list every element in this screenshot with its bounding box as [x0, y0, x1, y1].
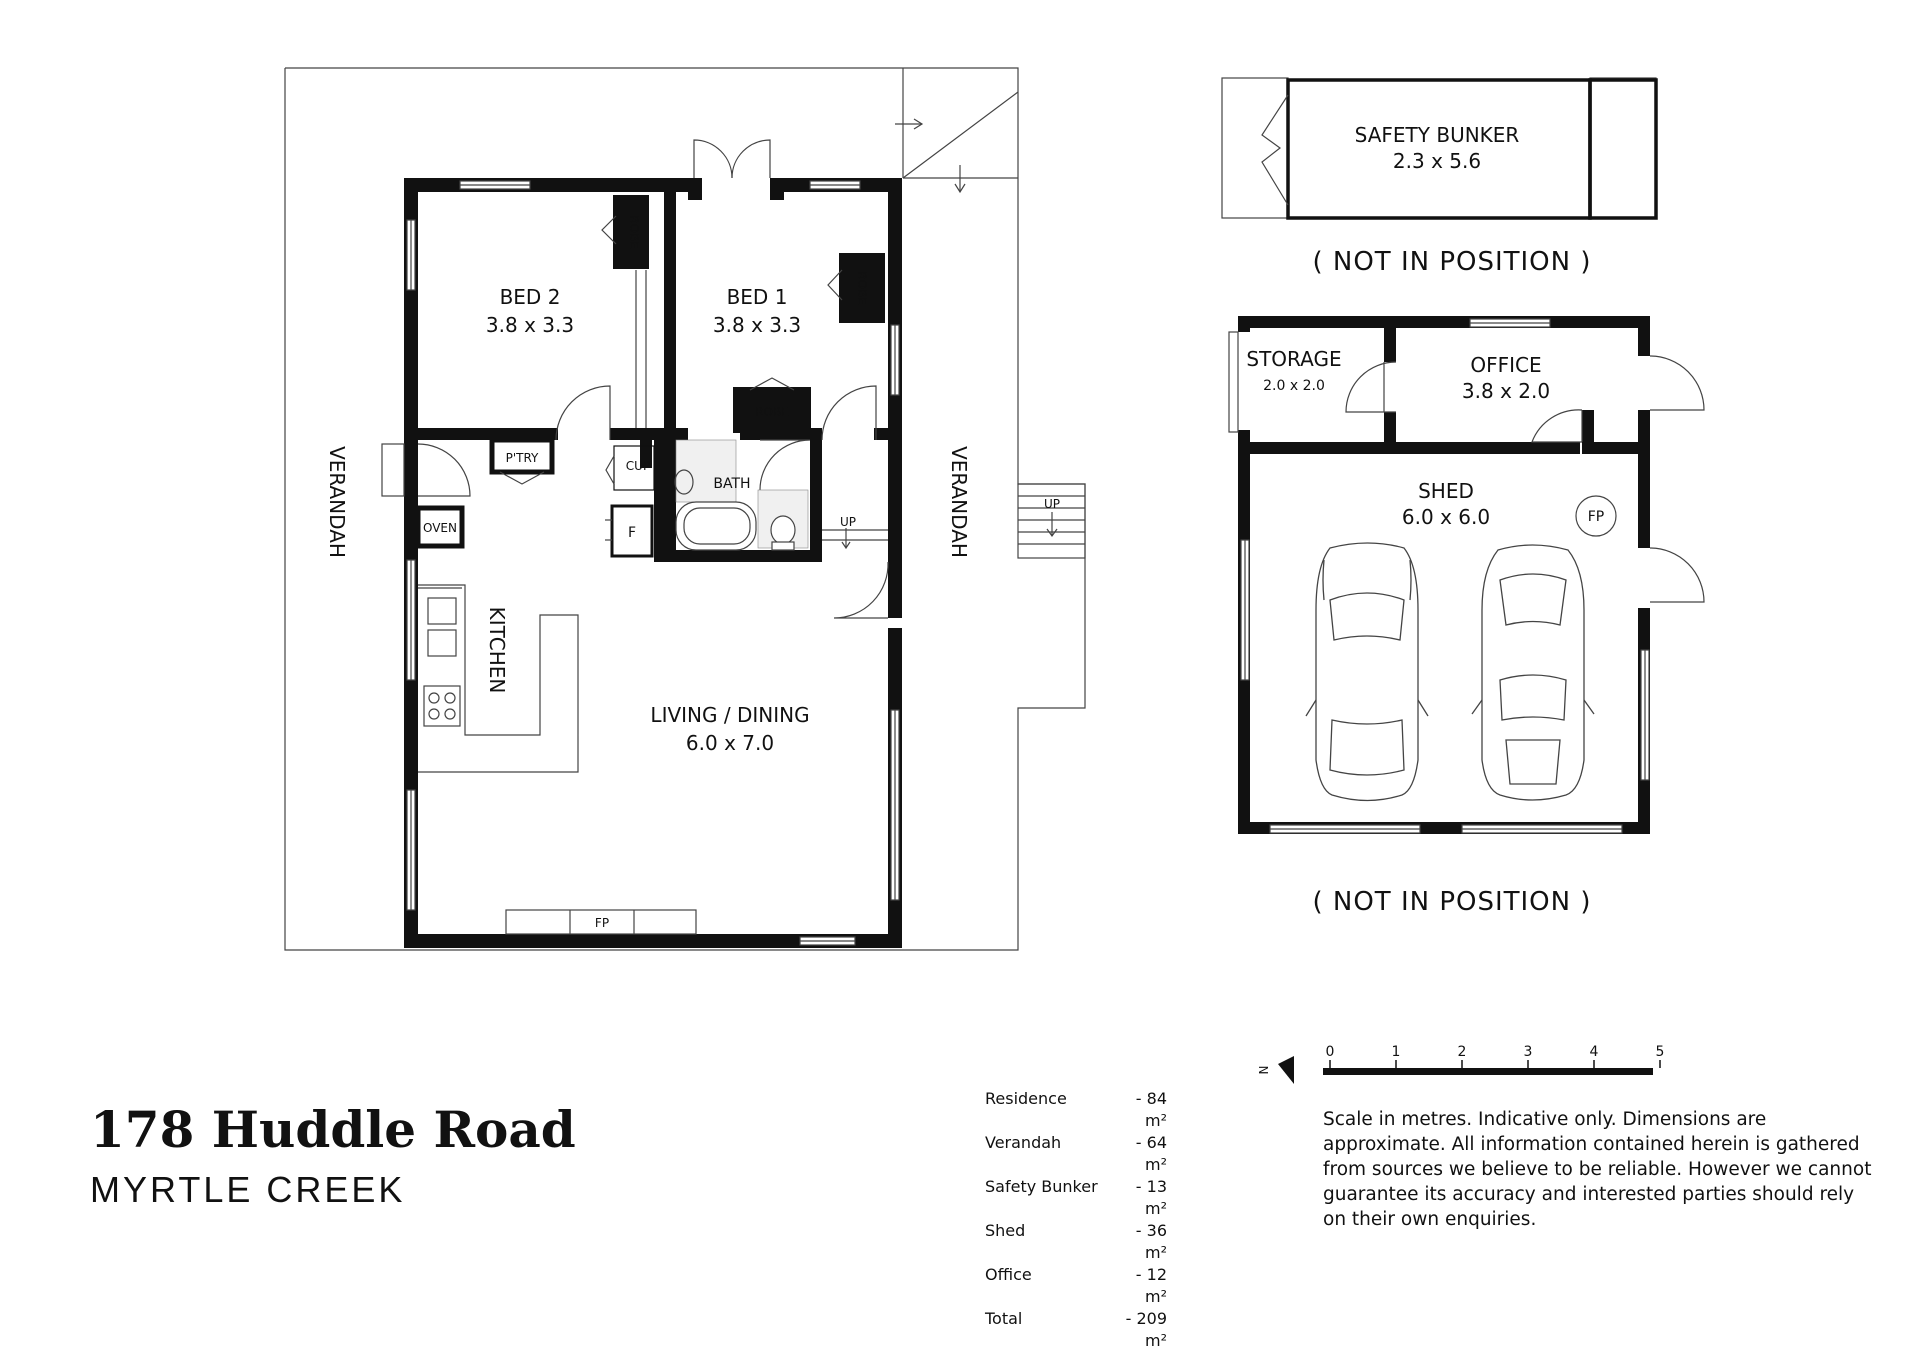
- address-street: 178 Huddle Road: [90, 1100, 576, 1159]
- area-row: [985, 1264, 1167, 1308]
- robe-label-bed1-bottom: ROBE: [755, 405, 789, 419]
- office-name: OFFICE: [1470, 353, 1542, 377]
- bath-fixtures: [675, 440, 808, 550]
- fireplace-label: FP: [594, 916, 610, 930]
- area-row: [985, 1088, 1167, 1132]
- area-row: [985, 1220, 1167, 1264]
- verandah-label-right: VERANDAH: [947, 446, 971, 558]
- fridge-label: F: [627, 525, 637, 541]
- area-label: Shed: [985, 1221, 1026, 1240]
- scale-tick-label: 3: [1523, 1044, 1533, 1060]
- car-right-icon: [1472, 545, 1594, 800]
- area-label: Total: [985, 1309, 1023, 1328]
- bunker-not-in-position: ( NOT IN POSITION ): [1312, 247, 1592, 277]
- area-label: Office: [985, 1265, 1032, 1284]
- up-label-steps: UP: [1043, 497, 1061, 511]
- bed2-name: BED 2: [499, 285, 561, 309]
- area-value: - 36 m²: [1135, 1221, 1167, 1262]
- area-row: [985, 1176, 1167, 1220]
- office-size: 3.8 x 2.0: [1461, 379, 1551, 403]
- bed1-name: BED 1: [726, 285, 788, 309]
- wall-top-left: [404, 178, 694, 192]
- area-label: Verandah: [985, 1133, 1062, 1152]
- safety-bunker: [1222, 78, 1656, 277]
- residence-plan: [285, 68, 1085, 950]
- bed2-size: 3.8 x 3.3: [485, 313, 575, 337]
- area-value: - 12 m²: [1135, 1265, 1167, 1306]
- area-schedule: [985, 1088, 1167, 1352]
- area-value: - 13 m²: [1135, 1177, 1167, 1218]
- up-label-hall: UP: [839, 515, 857, 529]
- scale-ticks: [1326, 1044, 1665, 1068]
- wall-right: [888, 178, 902, 618]
- oven-label: OVEN: [422, 521, 458, 535]
- area-value: - 84 m²: [1135, 1089, 1167, 1130]
- kitchen-label: KITCHEN: [485, 606, 509, 694]
- shed-name: SHED: [1418, 479, 1474, 503]
- area-label: Safety Bunker: [985, 1177, 1098, 1196]
- shed-not-in-position: ( NOT IN POSITION ): [1312, 887, 1592, 917]
- disclaimer-text: Scale in metres. Indicative only. Dimensions are approximate. All information contained herein is gathered from sources we believe to be reliable. However we cannot guarantee its accuracy and interested parties should rely on their own enquiries.: [1323, 1109, 1872, 1230]
- car-left-icon: [1306, 543, 1428, 801]
- area-row: [985, 1132, 1167, 1176]
- scale-tick-label: 1: [1391, 1044, 1401, 1060]
- north-arrow-icon: [1257, 1056, 1294, 1084]
- storage-name: STORAGE: [1246, 347, 1342, 371]
- address-block: [90, 1102, 576, 1211]
- address-suburb: MYRTLE CREEK: [90, 1169, 406, 1210]
- shed-size: 6.0 x 6.0: [1401, 505, 1491, 529]
- bath-label: BATH: [713, 476, 751, 492]
- steps-right: [1018, 484, 1085, 558]
- shed-fireplace-label: FP: [1587, 509, 1605, 525]
- pantry-label: P'TRY: [505, 451, 539, 465]
- robe-label-bed2: ROBE: [627, 215, 641, 249]
- area-row: [985, 1308, 1167, 1352]
- area-label: Residence: [985, 1089, 1067, 1108]
- storage-size: 2.0 x 2.0: [1263, 378, 1325, 394]
- bed1-size: 3.8 x 3.3: [712, 313, 802, 337]
- bunker-name: SAFETY BUNKER: [1354, 123, 1520, 147]
- scale-tick-label: 0: [1325, 1044, 1335, 1060]
- living-size: 6.0 x 7.0: [685, 731, 775, 755]
- scale-bar: [1323, 1044, 1664, 1075]
- area-value: - 209 m²: [1125, 1309, 1167, 1350]
- scale-tick-label: 4: [1589, 1044, 1599, 1060]
- scale-tick-label: 5: [1655, 1044, 1665, 1060]
- scale-tick-label: 2: [1457, 1044, 1467, 1060]
- robe-label-bed1: ROBE: [855, 271, 869, 305]
- area-value: - 64 m²: [1135, 1133, 1167, 1174]
- bunker-size: 2.3 x 5.6: [1392, 149, 1482, 173]
- living-name: LIVING / DINING: [650, 703, 810, 727]
- scale-bar-line: [1323, 1068, 1653, 1075]
- verandah-label-left: VERANDAH: [325, 446, 349, 558]
- shed-complex: [1229, 316, 1704, 917]
- cupboard-label: CUP: [625, 459, 651, 473]
- north-label: N: [1257, 1065, 1271, 1075]
